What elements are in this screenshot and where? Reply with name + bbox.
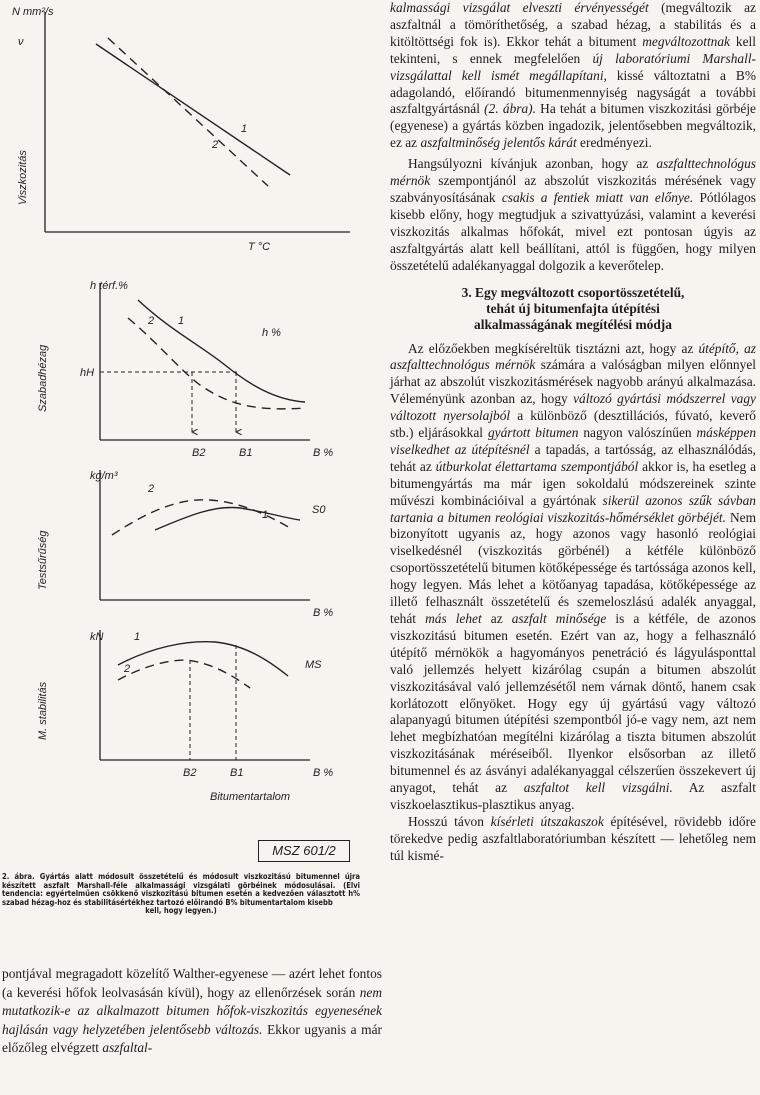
figure-caption: [2, 873, 360, 916]
right-column: [390, 0, 756, 865]
h-percent-label: h %: [262, 327, 281, 339]
panel-viscosity: [12, 6, 350, 253]
text-run: nagyon valószínűen: [578, 425, 697, 441]
left-text-1: pontjával megragadott közelítő Walther-egyenese — azért lehet fontos (a keverési hőfok leolvasásán kívül), hogy az ellenőrzések során: [2, 966, 382, 1000]
italic-run: másképpen viselkedhet az útépítésnél: [390, 425, 757, 457]
stability-tick-b1: B1: [230, 767, 244, 779]
void-unit: h térf.%: [90, 280, 128, 292]
caption-main: 2. ábra. Gyártás alatt módosult összetételű és módosult viszkozitású bitumennel újra készített aszfalt Marshall-féle alkalmassági vizsgálati görbéinek módosulásai. (Elvi tendencia: egyértelműen csökkenő viszkozitású bitumen esetén a kedvezően választott h% szabad hézag-hoz és stabilitásértékhez tartozó előirandó B% bitumentartalom kisebb: [2, 872, 360, 907]
italic-run: sikerül azonos szűk sávban tartania a bitumen reológiai viszkozitás-hőmérséklet görbéjét.: [390, 492, 756, 525]
italic-run: útburkolat élettartama szempontjából: [435, 458, 639, 474]
panel-stability: [37, 630, 333, 803]
italic-run: csakis a fentiek miatt van előnye.: [501, 189, 694, 205]
void-curve-2-label: 2: [148, 315, 155, 327]
text-run: akkor is, ha esetleg a bitumengyártás ma már igen sokoldalú módszereinek szinte művészi kombinációival a gyártónak: [390, 458, 757, 508]
stability-tick-b2: B2: [183, 767, 197, 779]
paragraph-2: [390, 156, 756, 274]
italic-run: változó gyártási módszerrel vagy változott nyersolajból: [390, 391, 756, 424]
stability-curve-1: [118, 642, 288, 676]
text-run: kissé változtatni a B% adagolandó, előírandó bitumenmennyiség nagyságát a további aszfaltgyártásnál: [390, 67, 756, 117]
stability-axis-label: M. stabilitás: [37, 681, 49, 740]
density-unit: kg/m³: [90, 470, 118, 482]
temperature-axis-label: T °C: [248, 241, 271, 253]
void-axis-label: Szabadhézag: [37, 344, 49, 412]
void-curve-1-label: 1: [178, 315, 185, 327]
stability-curve-2: [118, 660, 250, 688]
italic-run: kísérleti útszakaszok: [490, 813, 604, 829]
italic-run: útépítő, az aszfalttechnológus mérnök: [390, 340, 756, 373]
stability-x-label: B %: [313, 767, 334, 779]
left-column-text: [2, 965, 382, 1058]
panel-density: [37, 470, 333, 619]
left-text-3: Ekkor ugyanis a már előzőleg elvégzett: [2, 1021, 382, 1056]
text-run: eredményezi.: [576, 135, 652, 151]
italic-run: aszfalttechnológus mérnök: [390, 156, 756, 189]
left-text-2-italic: nem mutatkozik-e az alkalmazott bitumen hőfok-viszkozitás egyenesének hajlásán vagy helyzetében jelentősebb változás.: [2, 984, 382, 1037]
density-curve-1: [155, 507, 300, 530]
standard-stamp: MSZ 601/2: [258, 840, 350, 862]
viscosity-axis-label: Viszkozitás: [17, 150, 29, 205]
figure-2: [0, 0, 385, 916]
text-run: Pótlólagos kisebb előny, hogy megtudjuk a szivattyúzási, valamint a keverési viszkozitás alkalmas hőfokát, mivel ezt pontosan úgyis az aszfaltgyártás alatt kell beállítani, attól is függően, hogy milyen összetételű adalékanyaggal dolgozik a keverőtelep.: [390, 189, 756, 273]
italic-run: aszfalt minősége: [511, 611, 607, 626]
text-run: építésével, rövidebb időre törekedve pedig aszfaltlaboratóriumban készített — lehetőleg nem túl kismé-: [390, 813, 757, 863]
paragraph-3: [390, 341, 756, 814]
ms-label: MS: [305, 659, 322, 671]
h-h-label: hH: [80, 367, 95, 379]
stability-curve-2-label: 2: [124, 663, 131, 675]
section-3-title: [390, 285, 756, 333]
text-run: is a kétféle, de azonos viszkozitású bitumen esetén. Ezért van az, hogy a felhasználó útépítő mérnökök a hagyományos penetráció és lágyulásponttal való jellemzés helyett kizárólag csupán a bitumen abszolút viszkozitásával való jellemzésétől nem várnak döntő, hanem csak korlátozott előnyöket. Hogy egy új gyártású vagy változó alapanyagú bitumen útépítési szempontból jó-e vagy nem, azt nem lehet megbízhatóan megítélni kizárólag a tiszta bitumen abszolút viszkozitásának méréseiből. Ilyenkor elsősorban az illető bitumennel és az ásványi adalékanyaggal célszerűen összekevert új anyagot, tehát az: [390, 611, 756, 796]
stability-unit: kN: [90, 631, 104, 643]
tick-b1: B1: [239, 447, 253, 459]
text-run: kell tekinteni, s ennek megfelelően: [390, 33, 756, 66]
curve-1-label: 1: [241, 123, 248, 135]
text-run: szempontjánól az abszolút viszkozitás mérésének vagy szabványosításának: [390, 173, 756, 205]
italic-run: (2. ábra).: [484, 101, 536, 117]
stability-curve-1-label: 1: [134, 631, 141, 643]
text-run: a különböző (desztillációs, fúvató, keverő stb.) eljárásokkal: [390, 408, 756, 441]
bitumen-content-title: Bitumentartalom: [210, 791, 291, 803]
viscosity-symbol: ν: [18, 36, 24, 48]
italic-run: aszfaltminőség jelentős kárát: [420, 135, 577, 151]
italic-run: más lehet: [425, 611, 482, 626]
caption-last: kell, hogy legyen.): [145, 906, 217, 916]
figure-graphs: [0, 0, 385, 870]
text-run: Ha tehát a bitumen viszkozitási görbéje (egyenese) a gyártás közben ingadozik, jelentősebben megváltozik, ez az: [390, 101, 756, 151]
text-run: Az előzőekben megkíséreltük tisztázni azt, hogy az: [408, 340, 699, 356]
viscosity-unit: N mm²/s: [12, 6, 54, 18]
text-run: Hangsúlyozni kívánjuk azonban, hogy az: [408, 156, 657, 172]
density-curve-2-label: 2: [148, 483, 155, 495]
curve-1-line: [96, 44, 290, 175]
italic-run: megváltozottnak: [642, 33, 730, 49]
s0-label: S0: [312, 504, 326, 516]
italic-run: gyártott bitumen: [487, 425, 579, 441]
italic-run: kalmassági vizsgálat elveszti érvényességét: [390, 0, 649, 15]
density-curve-1-label: 1: [262, 509, 269, 521]
text-run: Az aszfalt viszkoelasztikus-plasztikus anyag.: [390, 780, 756, 812]
void-x-label: B %: [313, 447, 334, 459]
text-run: az: [481, 611, 512, 626]
paragraph-1: [390, 0, 756, 152]
text-run: számára a valóságban milyen előnnyel járhat az abszolút viszkozitásmérések nagyobb arányú alkalmazása. Véleményünk azonban az, hogy: [390, 357, 756, 407]
panel-void: [37, 280, 333, 459]
text-run: a tapadás, a tartósság, az elhasználódás, tehát az: [390, 441, 757, 474]
curve-2-dashed: [108, 38, 268, 186]
tick-b2: B2: [192, 447, 206, 459]
text-run: (megváltozik az aszfaltnál a tömöríthetőség, a szabad hézag, a stabilitás és a kitöltöttségi fok is). Ekkor tehát a bitument: [390, 0, 756, 49]
section-title-line-1: 3. Egy megváltozott csoportösszetételű,: [461, 284, 685, 300]
curve-2-label: 2: [212, 139, 219, 151]
section-title-line-2: tehát új bitumenfajta útépítési: [486, 300, 660, 316]
density-axis-label: Testsűrűség: [37, 530, 49, 590]
left-text-4-italic: aszfaltal-: [102, 1040, 153, 1056]
section-title-line-3: alkalmasságának megítélési módja: [474, 316, 672, 332]
italic-run: új laboratóriumi Marshall-vizsgálattal kell ismét megállapítani,: [390, 50, 756, 83]
paragraph-4: [390, 814, 756, 865]
text-run: Nem bizonyított ugyanis az, hogy azonos vagy hasonló reológiai viselkedésnél (viszkozitás görbénél) a kétféle különböző csoportösszetételű bitumen kötőképessége és tartóssága azonos kell, hogy legyen. Más lehet a kötőanyag tapadása, kötőképessége az illető felhasznált összetételű és szemeloszlású adalék anyaggal, tehát: [390, 509, 756, 626]
italic-run: aszfaltot kell vizsgálni.: [523, 780, 673, 796]
text-run: Hosszú távon: [408, 813, 491, 829]
density-x-label: B %: [313, 607, 334, 619]
